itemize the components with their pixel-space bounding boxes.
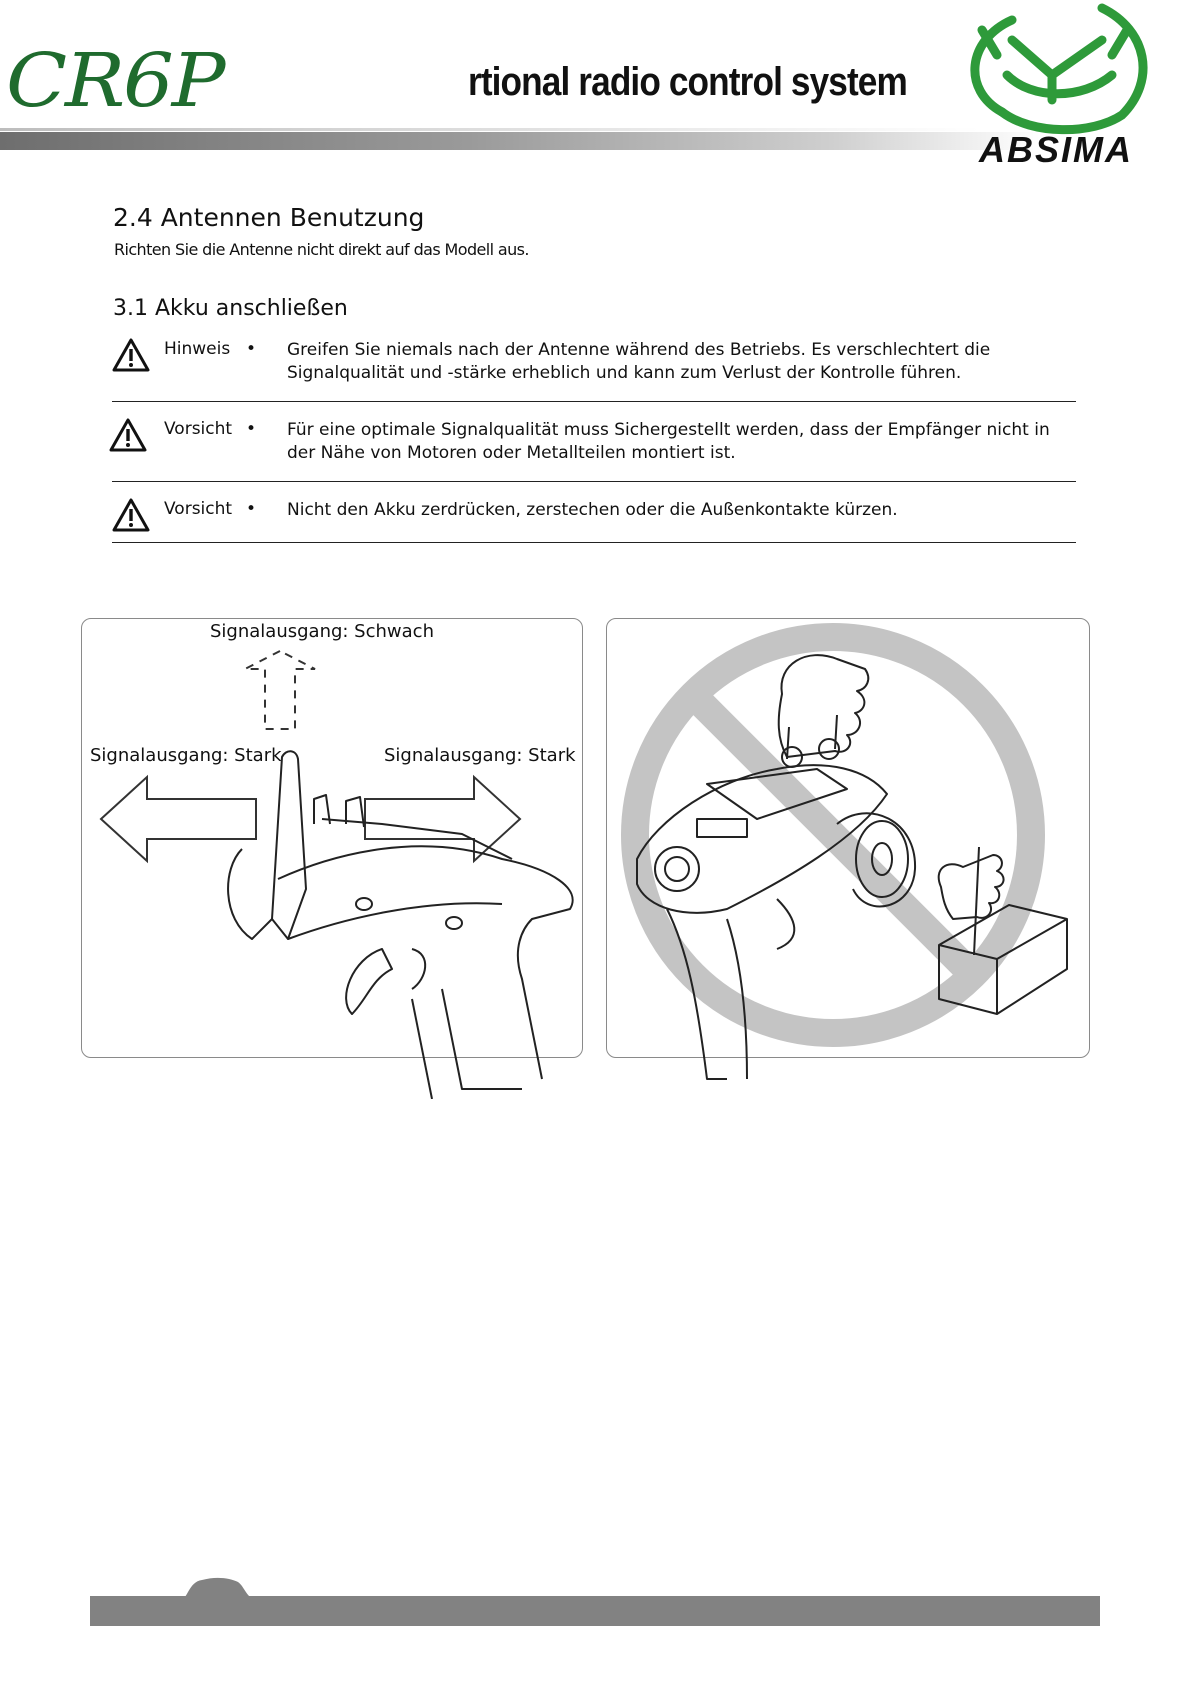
signal-strong-left-label: Signalausgang: Stark	[90, 745, 282, 766]
strong-arrow-left	[101, 777, 256, 861]
header-rule	[0, 132, 1040, 150]
figure-do-not-grab-antenna	[606, 618, 1090, 1058]
absima-emblem-icon	[952, 0, 1162, 140]
warning-icon	[109, 418, 147, 452]
notice-label: Hinweis	[164, 339, 231, 359]
notice-vorsicht-2	[112, 498, 1076, 538]
notice-divider	[112, 401, 1076, 402]
notice-label: Vorsicht	[164, 419, 233, 439]
footer-bar	[90, 1596, 1100, 1626]
notice-hinweis	[112, 338, 1076, 388]
transmitter-illustration	[82, 619, 582, 1099]
signal-weak-label: Signalausgang: Schwach	[210, 621, 434, 642]
grab-antenna-illustration	[607, 619, 1089, 1099]
notice-text: Für eine optimale Signalqualität muss Sichergestellt werden, dass der Empfänger nicht in der Nähe von Motoren oder Metallteilen montiert ist.	[287, 420, 1050, 463]
notice-bullet: •	[246, 339, 257, 359]
notice-label: Vorsicht	[164, 499, 233, 519]
notice-bullet: •	[246, 419, 257, 439]
prohibited-icon	[635, 637, 1031, 1033]
warning-icon	[112, 498, 150, 532]
header-rule-thin	[0, 128, 980, 131]
section-heading-battery: 3.1 Akku anschließen	[113, 296, 348, 321]
notice-divider	[112, 542, 1076, 543]
antenna-instruction: Richten Sie die Antenne nicht direkt auf das Modell aus.	[114, 240, 529, 259]
header-title: rtional radio control system	[468, 60, 907, 104]
warning-icon	[112, 338, 150, 372]
cr6p-logo: CR6P	[6, 38, 224, 124]
notice-text: Nicht den Akku zerdrücken, zerstechen oder die Außenkontakte kürzen.	[287, 500, 898, 520]
absima-wordmark	[940, 132, 1172, 166]
figure-signal-directions	[81, 618, 583, 1058]
notice-divider	[112, 481, 1076, 482]
notice-bullet: •	[246, 499, 257, 519]
signal-strong-right-label: Signalausgang: Stark	[384, 745, 576, 766]
page-header	[0, 0, 1190, 170]
notice-vorsicht-1	[112, 418, 1076, 468]
weak-arrow-up	[245, 651, 315, 729]
svg-text:ABSIMA: ABSIMA	[979, 132, 1133, 166]
notice-text: Greifen Sie niemals nach der Antenne während des Betriebs. Es verschlechtert die Signalqualität und -stärke erheblich und kann zum Verlust der Kontrolle führen.	[287, 340, 991, 383]
section-heading-antenna: 2.4 Antennen Benutzung	[113, 203, 425, 232]
